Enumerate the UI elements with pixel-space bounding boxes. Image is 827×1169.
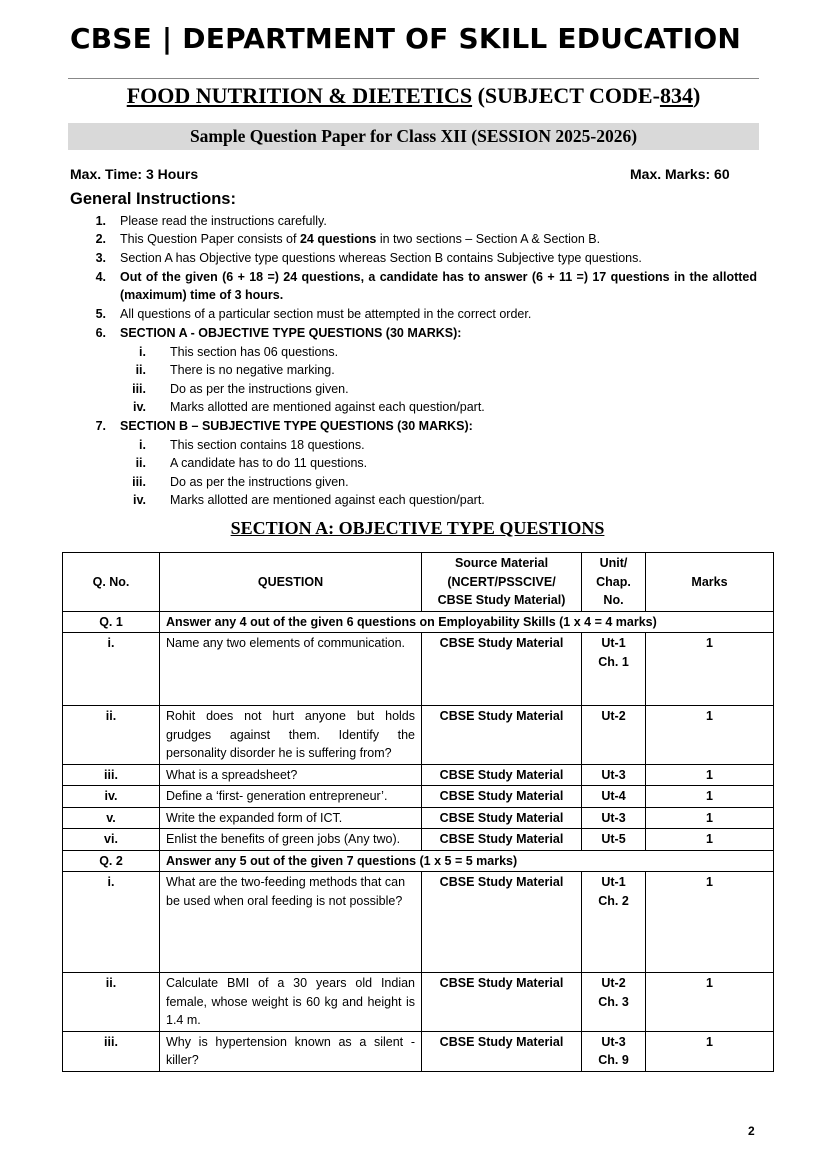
sub-question-number: iii. bbox=[63, 1031, 160, 1071]
col-header-source-line: Source Material bbox=[454, 556, 549, 570]
marks: 1 bbox=[646, 973, 774, 1032]
sub-question-number: i. bbox=[63, 872, 160, 973]
unit: Ut-1 bbox=[601, 875, 626, 889]
max-marks: Max. Marks: 60 bbox=[630, 166, 730, 182]
sub-instruction-number: iv. bbox=[133, 493, 146, 507]
unit-chapter: Ut-2 bbox=[582, 706, 646, 765]
source-material: CBSE Study Material bbox=[422, 973, 582, 1032]
marks: 1 bbox=[646, 706, 774, 765]
sub-question-number: ii. bbox=[63, 706, 160, 765]
table-row bbox=[63, 764, 774, 786]
question-text: What are the two-feeding methods that can be used when oral feeding is not possible? bbox=[160, 872, 422, 973]
source-material: CBSE Study Material bbox=[422, 706, 582, 765]
subject-code-prefix: (SUBJECT CODE- bbox=[472, 83, 660, 108]
instruction-number: 1. bbox=[95, 214, 106, 228]
table-row bbox=[63, 829, 774, 851]
chapter: Ch. 9 bbox=[598, 1053, 629, 1067]
source-material: CBSE Study Material bbox=[422, 786, 582, 808]
sub-instruction-number: iv. bbox=[133, 400, 146, 414]
col-header-question: QUESTION bbox=[160, 553, 422, 612]
marks: 1 bbox=[646, 807, 774, 829]
question-text: What is a spreadsheet? bbox=[160, 764, 422, 786]
section-a-heading: SECTION A: OBJECTIVE TYPE QUESTIONS bbox=[230, 518, 605, 538]
question-text: Rohit does not hurt anyone but holds grudges against them. Identify the personality disorder he is suffering from? bbox=[160, 706, 422, 765]
table-row bbox=[63, 786, 774, 808]
col-header-source-line: (NCERT/PSSCIVE/ bbox=[447, 574, 556, 589]
sub-question-number: iii. bbox=[63, 764, 160, 786]
sub-instruction-text: Do as per the instructions given. bbox=[170, 382, 349, 396]
table-row bbox=[63, 633, 774, 706]
instruction-text: Section A has Objective type questions whereas Section B contains Subjective type questions. bbox=[120, 251, 642, 265]
question-instruction: Answer any 5 out of the given 7 questions (1 x 5 = 5 marks) bbox=[160, 850, 774, 872]
unit: Ut-2 bbox=[601, 976, 626, 990]
source-material: CBSE Study Material bbox=[422, 764, 582, 786]
instruction-number: 3. bbox=[95, 251, 106, 265]
subject-title bbox=[68, 83, 759, 109]
sub-instruction-number: i. bbox=[139, 345, 146, 359]
question-text: Name any two elements of communication. bbox=[160, 633, 422, 706]
source-material: CBSE Study Material bbox=[422, 829, 582, 851]
subject-name: FOOD NUTRITION & DIETETICS bbox=[126, 83, 473, 108]
table-row bbox=[63, 1031, 774, 1071]
question-text: Write the expanded form of ICT. bbox=[160, 807, 422, 829]
col-header-source bbox=[422, 553, 582, 612]
chapter: Ch. 1 bbox=[598, 654, 629, 669]
max-time: Max. Time: 3 Hours bbox=[70, 166, 199, 182]
marks: 1 bbox=[646, 764, 774, 786]
instruction-text: Please read the instructions carefully. bbox=[120, 214, 327, 228]
instruction-text: SECTION A - OBJECTIVE TYPE QUESTIONS (30 MARKS): bbox=[120, 326, 462, 340]
subject-code: 834 bbox=[659, 83, 693, 108]
sub-instruction-text: Marks allotted are mentioned against each question/part. bbox=[170, 400, 485, 414]
marks: 1 bbox=[646, 829, 774, 851]
paper-title: Sample Question Paper for Class XII (SESSION 2025-2026) bbox=[68, 123, 759, 150]
instruction-text-part: This Question Paper consists of bbox=[120, 232, 300, 246]
instruction-number: 6. bbox=[95, 326, 106, 340]
question-group-row bbox=[63, 611, 774, 633]
table-row bbox=[63, 973, 774, 1032]
chapter: Ch. 2 bbox=[598, 893, 629, 908]
instruction-text bbox=[120, 230, 600, 248]
instruction-text: Out of the given (6 + 18 =) 24 questions, a candidate has to answer (6 + 11 =) 17 questions in the allotted (maximum) time of 3 hours. bbox=[120, 270, 757, 302]
instruction-text: SECTION B – SUBJECTIVE TYPE QUESTIONS (30 MARKS): bbox=[120, 419, 473, 433]
instruction-number: 5. bbox=[95, 307, 106, 321]
col-header-unit-line: Unit/ bbox=[599, 556, 628, 570]
col-header-qno: Q. No. bbox=[63, 553, 160, 612]
question-text: Why is hypertension known as a silent - killer? bbox=[160, 1031, 422, 1071]
general-instructions-heading: General Instructions: bbox=[70, 190, 236, 208]
col-header-unit-line: No. bbox=[603, 593, 624, 607]
question-text: Define a ‘first- generation entrepreneur’. bbox=[160, 786, 422, 808]
col-header-unit-line: Chap. bbox=[596, 574, 631, 589]
unit: Ut-3 bbox=[601, 1034, 626, 1049]
sub-question-number: ii. bbox=[63, 973, 160, 1032]
question-text: Enlist the benefits of green jobs (Any two). bbox=[160, 829, 422, 851]
sub-question-number: iv. bbox=[63, 786, 160, 808]
page-number: 2 bbox=[748, 1124, 755, 1138]
col-header-marks: Marks bbox=[646, 553, 774, 612]
unit-chapter bbox=[582, 973, 646, 1032]
instruction-number: 7. bbox=[95, 419, 106, 433]
sub-question-number: vi. bbox=[63, 829, 160, 851]
chapter: Ch. 3 bbox=[598, 994, 629, 1009]
question-instruction: Answer any 4 out of the given 6 questions on Employability Skills (1 x 4 = 4 marks) bbox=[160, 611, 774, 633]
question-group-row bbox=[63, 850, 774, 872]
header-rule bbox=[68, 78, 759, 79]
unit-chapter: Ut-4 bbox=[582, 786, 646, 808]
sub-instruction-text: There is no negative marking. bbox=[170, 363, 335, 377]
marks: 1 bbox=[646, 633, 774, 706]
source-material: CBSE Study Material bbox=[422, 872, 582, 973]
unit-chapter: Ut-3 bbox=[582, 807, 646, 829]
source-material: CBSE Study Material bbox=[422, 1031, 582, 1071]
col-header-unit bbox=[582, 553, 646, 612]
instruction-number: 2. bbox=[95, 232, 106, 246]
marks: 1 bbox=[646, 1031, 774, 1071]
question-label: Q. 2 bbox=[63, 850, 160, 872]
unit-chapter bbox=[582, 633, 646, 706]
subject-code-suffix: ) bbox=[692, 83, 701, 108]
marks: 1 bbox=[646, 872, 774, 973]
source-material: CBSE Study Material bbox=[422, 633, 582, 706]
unit: Ut-1 bbox=[601, 636, 626, 650]
question-text: Calculate BMI of a 30 years old Indian female, whose weight is 60 kg and height is 1.4 m. bbox=[160, 973, 422, 1032]
question-label: Q. 1 bbox=[63, 611, 160, 633]
unit-chapter: Ut-3 bbox=[582, 764, 646, 786]
table-header-row bbox=[63, 553, 774, 612]
instruction-number: 4. bbox=[95, 270, 106, 284]
instruction-text-bold: 24 questions bbox=[299, 232, 377, 246]
sub-instruction-number: i. bbox=[139, 438, 146, 452]
section-a-table bbox=[62, 552, 774, 1072]
unit-chapter bbox=[582, 872, 646, 973]
sub-instruction-number: iii. bbox=[132, 382, 146, 396]
page-header: CBSE | DEPARTMENT OF SKILL EDUCATION bbox=[70, 22, 742, 55]
sub-instruction-number: ii. bbox=[135, 456, 146, 470]
sub-instruction-text: This section has 06 questions. bbox=[170, 345, 339, 359]
sub-question-number: i. bbox=[63, 633, 160, 706]
sub-instruction-text: A candidate has to do 11 questions. bbox=[170, 456, 368, 470]
source-material: CBSE Study Material bbox=[422, 807, 582, 829]
sub-instruction-text: Marks allotted are mentioned against each question/part. bbox=[170, 493, 485, 507]
sub-instruction-text: This section contains 18 questions. bbox=[170, 438, 365, 452]
table-row bbox=[63, 706, 774, 765]
marks: 1 bbox=[646, 786, 774, 808]
sub-instruction-text: Do as per the instructions given. bbox=[170, 475, 349, 489]
unit-chapter: Ut-5 bbox=[582, 829, 646, 851]
sub-instruction-number: ii. bbox=[135, 363, 146, 377]
instruction-text-part: in two sections – Section A & Section B. bbox=[376, 232, 601, 246]
sub-instruction-number: iii. bbox=[132, 475, 146, 489]
col-header-source-line: CBSE Study Material) bbox=[437, 593, 566, 607]
sub-question-number: v. bbox=[63, 807, 160, 829]
unit-chapter bbox=[582, 1031, 646, 1071]
instruction-text: All questions of a particular section must be attempted in the correct order. bbox=[120, 307, 532, 321]
table-row bbox=[63, 872, 774, 973]
table-row bbox=[63, 807, 774, 829]
